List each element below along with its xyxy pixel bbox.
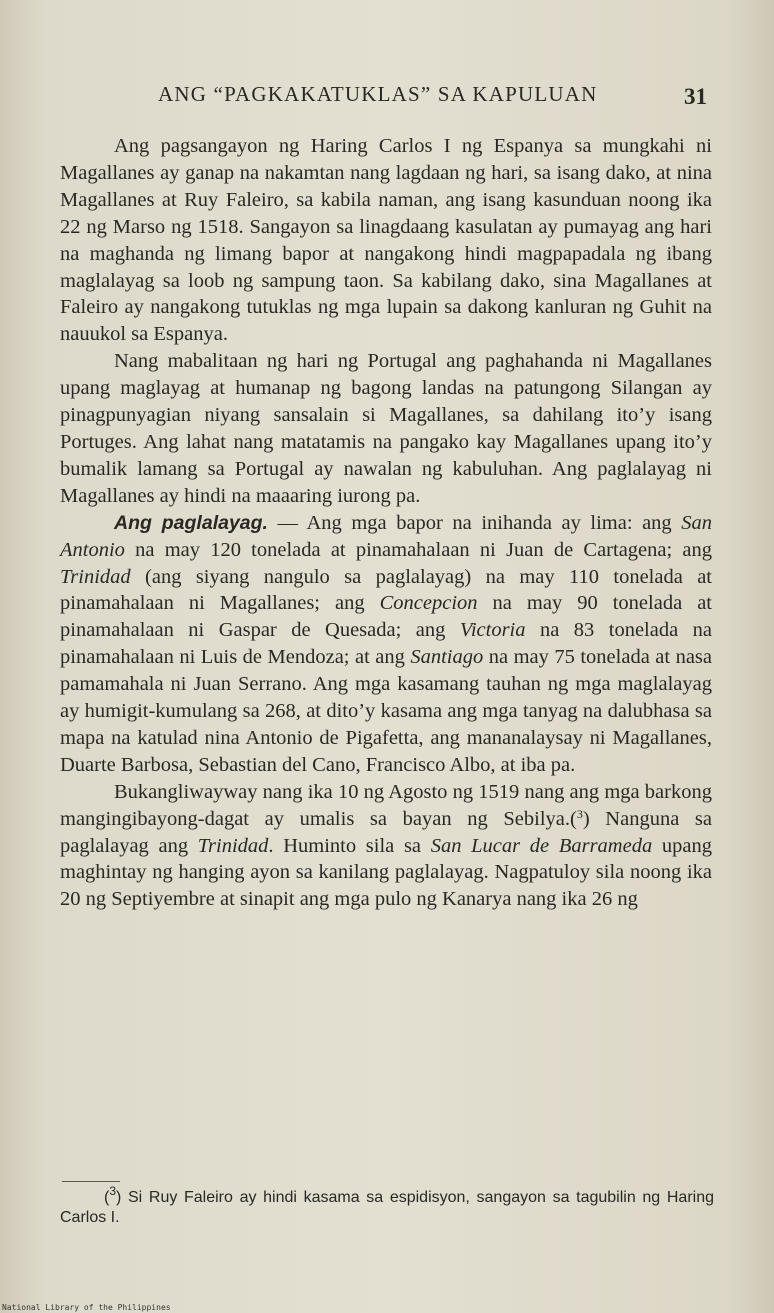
ship-name: San Antonio: [60, 511, 712, 561]
footnote-reference: 3: [576, 806, 583, 821]
ship-name: Victoria: [459, 619, 526, 642]
ship-name: Concepcion: [379, 592, 478, 615]
place-name: San Lucar de Barrameda: [430, 834, 653, 857]
paragraph-4: [60, 779, 712, 914]
text-run: na 83 tonelada na pinamahalaan ni Luis de Mendoza; at ang: [60, 619, 713, 669]
text-run: na may 90 tonelada at pinamahalaan ni Gaspar de Quesada; ang: [60, 592, 712, 642]
paragraph-3: [60, 510, 712, 779]
text-run: — Ang mga bapor na inihanda ay lima: ang: [267, 511, 682, 534]
footnote-text: Si Ruy Faleiro ay hindi kasama sa espidisyon, sangayon sa tagubilin ng Haring Carlos I.: [60, 1189, 714, 1226]
text-run: ) Nanguna sa paglalayag ang: [60, 807, 713, 857]
text-run: upang maghintay ng hanging ayon sa kanilang paglalayag. Nagpatuloy sila noong ika 20 ng Septiyembre at sinapit ang mga pulo ng Kanarya nang ika 26 ng: [60, 834, 713, 911]
running-head: ANG “PAGKAKATUKLAS” SA KAPULUAN: [158, 82, 598, 106]
section-heading: Ang paglalayag.: [114, 511, 268, 534]
text-run: na may 75 tonelada at nasa pamamahala ni Juan Serrano. Ang mga kasamang tauhan ng mga maglalayag ay humigit-kumulang sa 268, at dito’y kasama ang mga tanyag na dalubhasa sa mapa na katulad nina Antonio de Pigafetta, ang mananalaysay ni Magallanes, Duarte Barbosa, Sebastian del Cano, Francisco Albo, at iba pa.: [60, 646, 712, 776]
page-number: 31: [684, 84, 707, 109]
text-run: na may 120 tonelada at pinamahalaan ni Juan de Cartagena; ang: [124, 538, 712, 561]
ship-name: Santiago: [410, 646, 484, 669]
footnote: ($^3$) Si Ruy Faleiro ay hindi kasama sa espidisyon, sangayon sa tagubilin ng Haring Carlos I.: [60, 1184, 714, 1226]
ship-name: Trinidad: [197, 834, 269, 857]
paragraph-2: Nang mabalitaan ng hari ng Portugal ang paghahanda ni Magallanes upang maglayag at humanap ng bagong landas na patungong Silangan ay pinagpunyagian niyang sansalain si Magallanes, sa dahilang ito’y isang Portuges. Ang lahat nang matatamis na pangako kay Magallanes upang ito’y bumalik lamang sa Portugal ay nawalan ng kabuluhan. Ang paglalayag ni Magallanes ay hindi na maaaring iurong pa.: [60, 350, 712, 507]
text-run: Bukangliwayway nang ika 10 ng Agosto ng 1519 nang ang mga barkong mangingibayong-dagat ay umalis sa bayan ng Sebilya.(: [60, 780, 712, 830]
text-run: . Huminto sila sa: [268, 834, 431, 857]
footnote-marker: 3: [109, 1184, 117, 1198]
ship-name: Trinidad: [60, 565, 131, 588]
body-text: [60, 133, 712, 913]
paragraph-1: Ang pagsangayon ng Haring Carlos I ng Espanya sa mungkahi ni Magallanes ay ganap na nakamtan nang lagdaan ng hari, sa isang dako, at nina Magallanes at Ruy Faleiro, sa kabila naman, ang isang kasunduan noong ika 22 ng Marso ng 1518. Sangayon sa linagdaang kasulatan ay pumayag ang hari na maghanda ng limang bapor at nangakong hindi magpapadala ng ibang maglalayag sa loob ng sampung taon. Sa kabilang dako, sina Magallanes at Faleiro ay nangakong tutuklas ng mga lupain sa dakong kanluran ng Guhit na nauukol sa Espanya.: [60, 135, 712, 346]
source-label: National Library of the Philippines: [2, 1303, 171, 1312]
text-run: (ang siyang nangulo sa paglalayag) na may 110 tonelada at pinamahalaan ni Magallanes; ang: [60, 565, 712, 615]
page-header: [0, 82, 774, 116]
footnote-rule: [62, 1181, 120, 1182]
